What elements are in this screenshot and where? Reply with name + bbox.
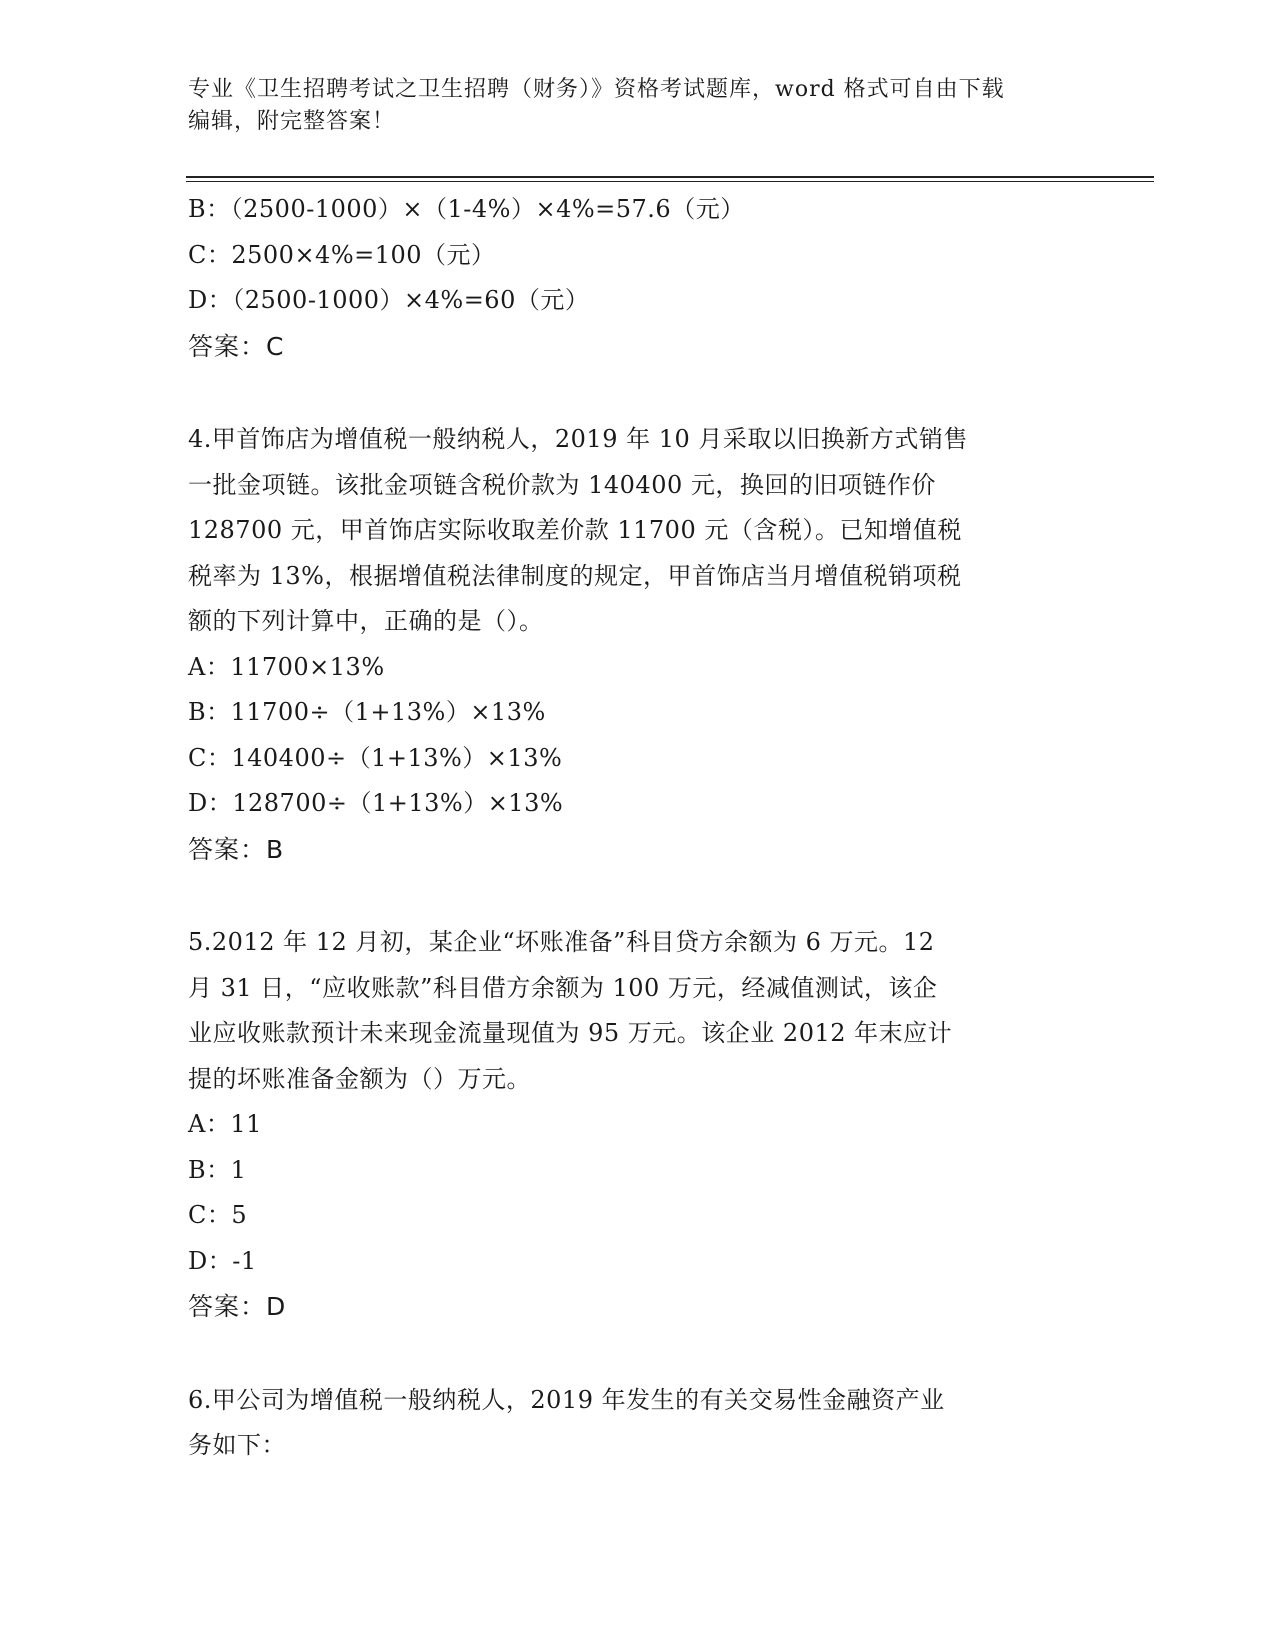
question-stem-line: 5.2012 年 12 月初，某企业“坏账准备”科目贷方余额为 6 万元。12 bbox=[188, 928, 935, 956]
answer-line: 答案：C bbox=[188, 331, 285, 361]
question-stem-line: 提的坏账准备金额为（）万元。 bbox=[188, 1064, 531, 1093]
answer-line: 答案：D bbox=[188, 1292, 287, 1321]
question-stem-line: 务如下： bbox=[188, 1431, 286, 1459]
spacer bbox=[188, 369, 1088, 417]
option-b: B：11700÷（1+13%）×13% bbox=[188, 698, 546, 726]
question-6 bbox=[188, 1378, 1088, 1469]
option-b: B：1 bbox=[188, 1155, 247, 1184]
question-stem-line: 6.甲公司为增值税一般纳税人，2019 年发生的有关交易性金融资产业 bbox=[188, 1385, 945, 1414]
header-divider-thin bbox=[186, 181, 1154, 182]
question-content bbox=[188, 187, 1088, 1469]
header-line-1: 专业《卫生招聘考试之卫生招聘（财务）》资格考试题库，word 格式可自由下载 bbox=[188, 77, 1005, 102]
option-d: D：-1 bbox=[188, 1246, 257, 1275]
spacer bbox=[188, 1330, 1088, 1378]
document-header bbox=[188, 74, 1088, 138]
option-d: D：128700÷（1+13%）×13% bbox=[188, 789, 564, 817]
question-stem-line: 4.甲首饰店为增值税一般纳税人，2019 年 10 月采取以旧换新方式销售 bbox=[188, 425, 968, 453]
option-a: A：11700×13% bbox=[188, 652, 385, 681]
question-stem-line: 业应收账款预计未来现金流量现值为 95 万元。该企业 2012 年末应计 bbox=[188, 1019, 953, 1047]
option-c: C：140400÷（1+13%）×13% bbox=[188, 743, 563, 772]
question-stem-line: 一批金项链。该批金项链含税价款为 140400 元，换回的旧项链作价 bbox=[188, 470, 936, 499]
question-stem-line: 月 31 日，“应收账款”科目借方余额为 100 万元，经减值测试，该企 bbox=[188, 973, 938, 1002]
option-a: A：11 bbox=[188, 1110, 262, 1138]
question-stem-line: 128700 元，甲首饰店实际收取差价款 11700 元（含税）。已知增值税 bbox=[188, 516, 962, 544]
question-stem-line: 额的下列计算中，正确的是（）。 bbox=[188, 607, 544, 635]
question-5 bbox=[188, 920, 1088, 1330]
question-stem-line: 税率为 13%，根据增值税法律制度的规定，甲首饰店当月增值税销项税 bbox=[188, 561, 962, 590]
question-3-tail bbox=[188, 187, 1088, 369]
option-b: B：（2500-1000）×（1-4%）×4%=57.6（元） bbox=[188, 195, 745, 223]
option-d: D：（2500-1000）×4%=60（元） bbox=[188, 286, 590, 314]
option-c: C：2500×4%=100（元） bbox=[188, 240, 496, 269]
header-divider-thick bbox=[186, 176, 1154, 178]
question-4 bbox=[188, 417, 1088, 872]
answer-line: 答案：B bbox=[188, 834, 285, 864]
option-c: C：5 bbox=[188, 1201, 248, 1229]
spacer bbox=[188, 872, 1088, 920]
header-line-2: 编辑，附完整答案！ bbox=[188, 109, 396, 134]
